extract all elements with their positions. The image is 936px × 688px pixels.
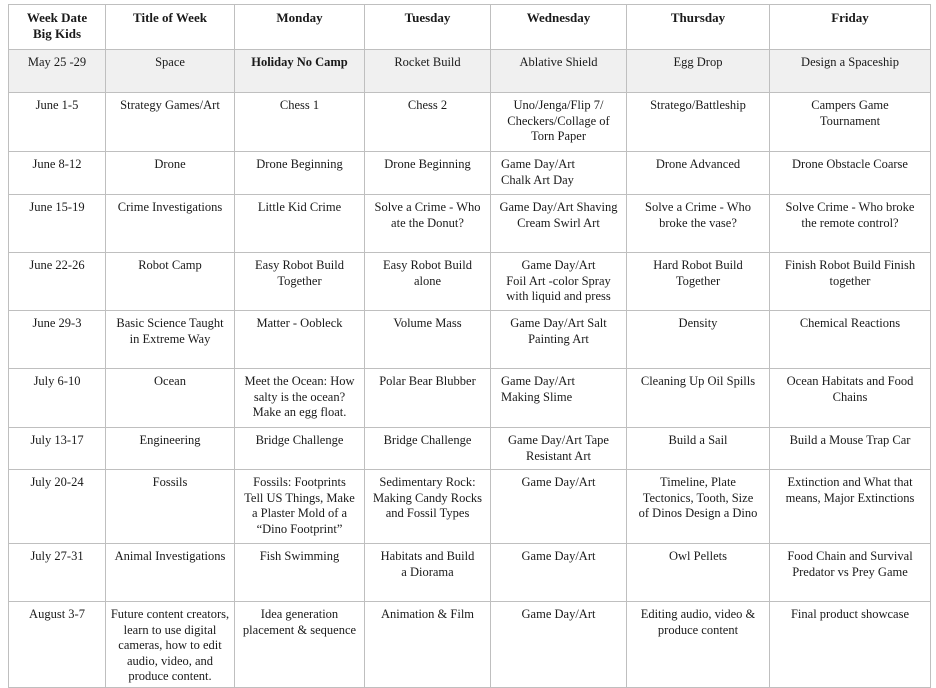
header-week-date: Week Date Big Kids <box>9 5 106 50</box>
tuesday-cell: Habitats and Build a Diorama <box>365 544 491 602</box>
thursday-cell: Drone Advanced <box>627 152 770 195</box>
table-row <box>9 195 931 253</box>
header-thursday: Thursday <box>627 5 770 50</box>
header-tuesday: Tuesday <box>365 5 491 50</box>
wednesday-cell: Game Day/Art <box>491 544 627 602</box>
friday-cell: Final product showcase <box>770 602 931 688</box>
table-row <box>9 602 931 688</box>
monday-cell: Bridge Challenge <box>235 428 365 470</box>
friday-cell: Food Chain and Survival Predator vs Prey Game <box>770 544 931 602</box>
wednesday-cell: Game Day/Art <box>491 470 627 544</box>
week-date-cell: July 27-31 <box>9 544 106 602</box>
monday-cell: Holiday No Camp <box>235 50 365 93</box>
monday-cell: Fish Swimming <box>235 544 365 602</box>
tuesday-cell: Easy Robot Build alone <box>365 253 491 311</box>
table-row <box>9 93 931 152</box>
tuesday-cell: Solve a Crime - Who ate the Donut? <box>365 195 491 253</box>
week-date-cell: June 29-3 <box>9 311 106 369</box>
tuesday-cell: Sedimentary Rock: Making Candy Rocks and Fossil Types <box>365 470 491 544</box>
friday-cell: Extinction and What that means, Major Extinctions <box>770 470 931 544</box>
week-date-cell: July 20-24 <box>9 470 106 544</box>
table-row <box>9 253 931 311</box>
monday-cell: Idea generation placement & sequence <box>235 602 365 688</box>
table-row <box>9 369 931 428</box>
table-row <box>9 544 931 602</box>
thursday-cell: Timeline, Plate Tectonics, Tooth, Size of Dinos Design a Dino <box>627 470 770 544</box>
tuesday-cell: Animation & Film <box>365 602 491 688</box>
camp-schedule-table <box>8 4 931 688</box>
monday-cell: Chess 1 <box>235 93 365 152</box>
title-cell: Drone <box>106 152 235 195</box>
title-cell: Animal Investigations <box>106 544 235 602</box>
week-date-cell: June 22-26 <box>9 253 106 311</box>
friday-cell: Build a Mouse Trap Car <box>770 428 931 470</box>
table-row <box>9 470 931 544</box>
title-cell: Crime Investigations <box>106 195 235 253</box>
table-row <box>9 152 931 195</box>
tuesday-cell: Drone Beginning <box>365 152 491 195</box>
thursday-cell: Editing audio, video & produce content <box>627 602 770 688</box>
wednesday-cell: Game Day/Art Shaving Cream Swirl Art <box>491 195 627 253</box>
tuesday-cell: Rocket Build <box>365 50 491 93</box>
week-date-cell: May 25 -29 <box>9 50 106 93</box>
week-date-cell: August 3-7 <box>9 602 106 688</box>
tuesday-cell: Bridge Challenge <box>365 428 491 470</box>
week-date-cell: June 15-19 <box>9 195 106 253</box>
friday-cell: Solve Crime - Who broke the remote control? <box>770 195 931 253</box>
week-date-cell: June 1-5 <box>9 93 106 152</box>
thursday-cell: Owl Pellets <box>627 544 770 602</box>
week-date-cell: July 6-10 <box>9 369 106 428</box>
wednesday-cell: Game Day/Art Making Slime <box>491 369 627 428</box>
title-cell: Fossils <box>106 470 235 544</box>
monday-cell: Drone Beginning <box>235 152 365 195</box>
thursday-cell: Solve a Crime - Who broke the vase? <box>627 195 770 253</box>
thursday-cell: Hard Robot Build Together <box>627 253 770 311</box>
header-title-of-week: Title of Week <box>106 5 235 50</box>
title-cell: Engineering <box>106 428 235 470</box>
title-cell: Strategy Games/Art <box>106 93 235 152</box>
title-cell: Future content creators, learn to use digital cameras, how to edit audio, video, and produce content. <box>106 602 235 688</box>
friday-cell: Ocean Habitats and Food Chains <box>770 369 931 428</box>
friday-cell: Drone Obstacle Coarse <box>770 152 931 195</box>
table-row <box>9 311 931 369</box>
monday-cell: Fossils: Footprints Tell US Things, Make a Plaster Mold of a “Dino Footprint” <box>235 470 365 544</box>
wednesday-cell: Game Day/Art Chalk Art Day <box>491 152 627 195</box>
table-row <box>9 50 931 93</box>
tuesday-cell: Chess 2 <box>365 93 491 152</box>
tuesday-cell: Polar Bear Blubber <box>365 369 491 428</box>
friday-cell: Campers Game Tournament <box>770 93 931 152</box>
thursday-cell: Egg Drop <box>627 50 770 93</box>
week-date-cell: July 13-17 <box>9 428 106 470</box>
monday-cell: Little Kid Crime <box>235 195 365 253</box>
wednesday-cell: Ablative Shield <box>491 50 627 93</box>
thursday-cell: Density <box>627 311 770 369</box>
wednesday-cell: Game Day/Art Foil Art -color Spray with liquid and press <box>491 253 627 311</box>
tuesday-cell: Volume Mass <box>365 311 491 369</box>
wednesday-cell: Game Day/Art Tape Resistant Art <box>491 428 627 470</box>
monday-cell: Matter - Oobleck <box>235 311 365 369</box>
header-wednesday: Wednesday <box>491 5 627 50</box>
friday-cell: Design a Spaceship <box>770 50 931 93</box>
week-date-cell: June 8-12 <box>9 152 106 195</box>
monday-cell: Easy Robot Build Together <box>235 253 365 311</box>
friday-cell: Finish Robot Build Finish together <box>770 253 931 311</box>
wednesday-cell: Uno/Jenga/Flip 7/ Checkers/Collage of Torn Paper <box>491 93 627 152</box>
thursday-cell: Build a Sail <box>627 428 770 470</box>
friday-cell: Chemical Reactions <box>770 311 931 369</box>
thursday-cell: Cleaning Up Oil Spills <box>627 369 770 428</box>
monday-cell: Meet the Ocean: How salty is the ocean? Make an egg float. <box>235 369 365 428</box>
title-cell: Space <box>106 50 235 93</box>
header-monday: Monday <box>235 5 365 50</box>
title-cell: Basic Science Taught in Extreme Way <box>106 311 235 369</box>
table-row <box>9 428 931 470</box>
title-cell: Ocean <box>106 369 235 428</box>
wednesday-cell: Game Day/Art <box>491 602 627 688</box>
header-friday: Friday <box>770 5 931 50</box>
title-cell: Robot Camp <box>106 253 235 311</box>
header-row <box>9 5 931 50</box>
thursday-cell: Stratego/Battleship <box>627 93 770 152</box>
wednesday-cell: Game Day/Art Salt Painting Art <box>491 311 627 369</box>
